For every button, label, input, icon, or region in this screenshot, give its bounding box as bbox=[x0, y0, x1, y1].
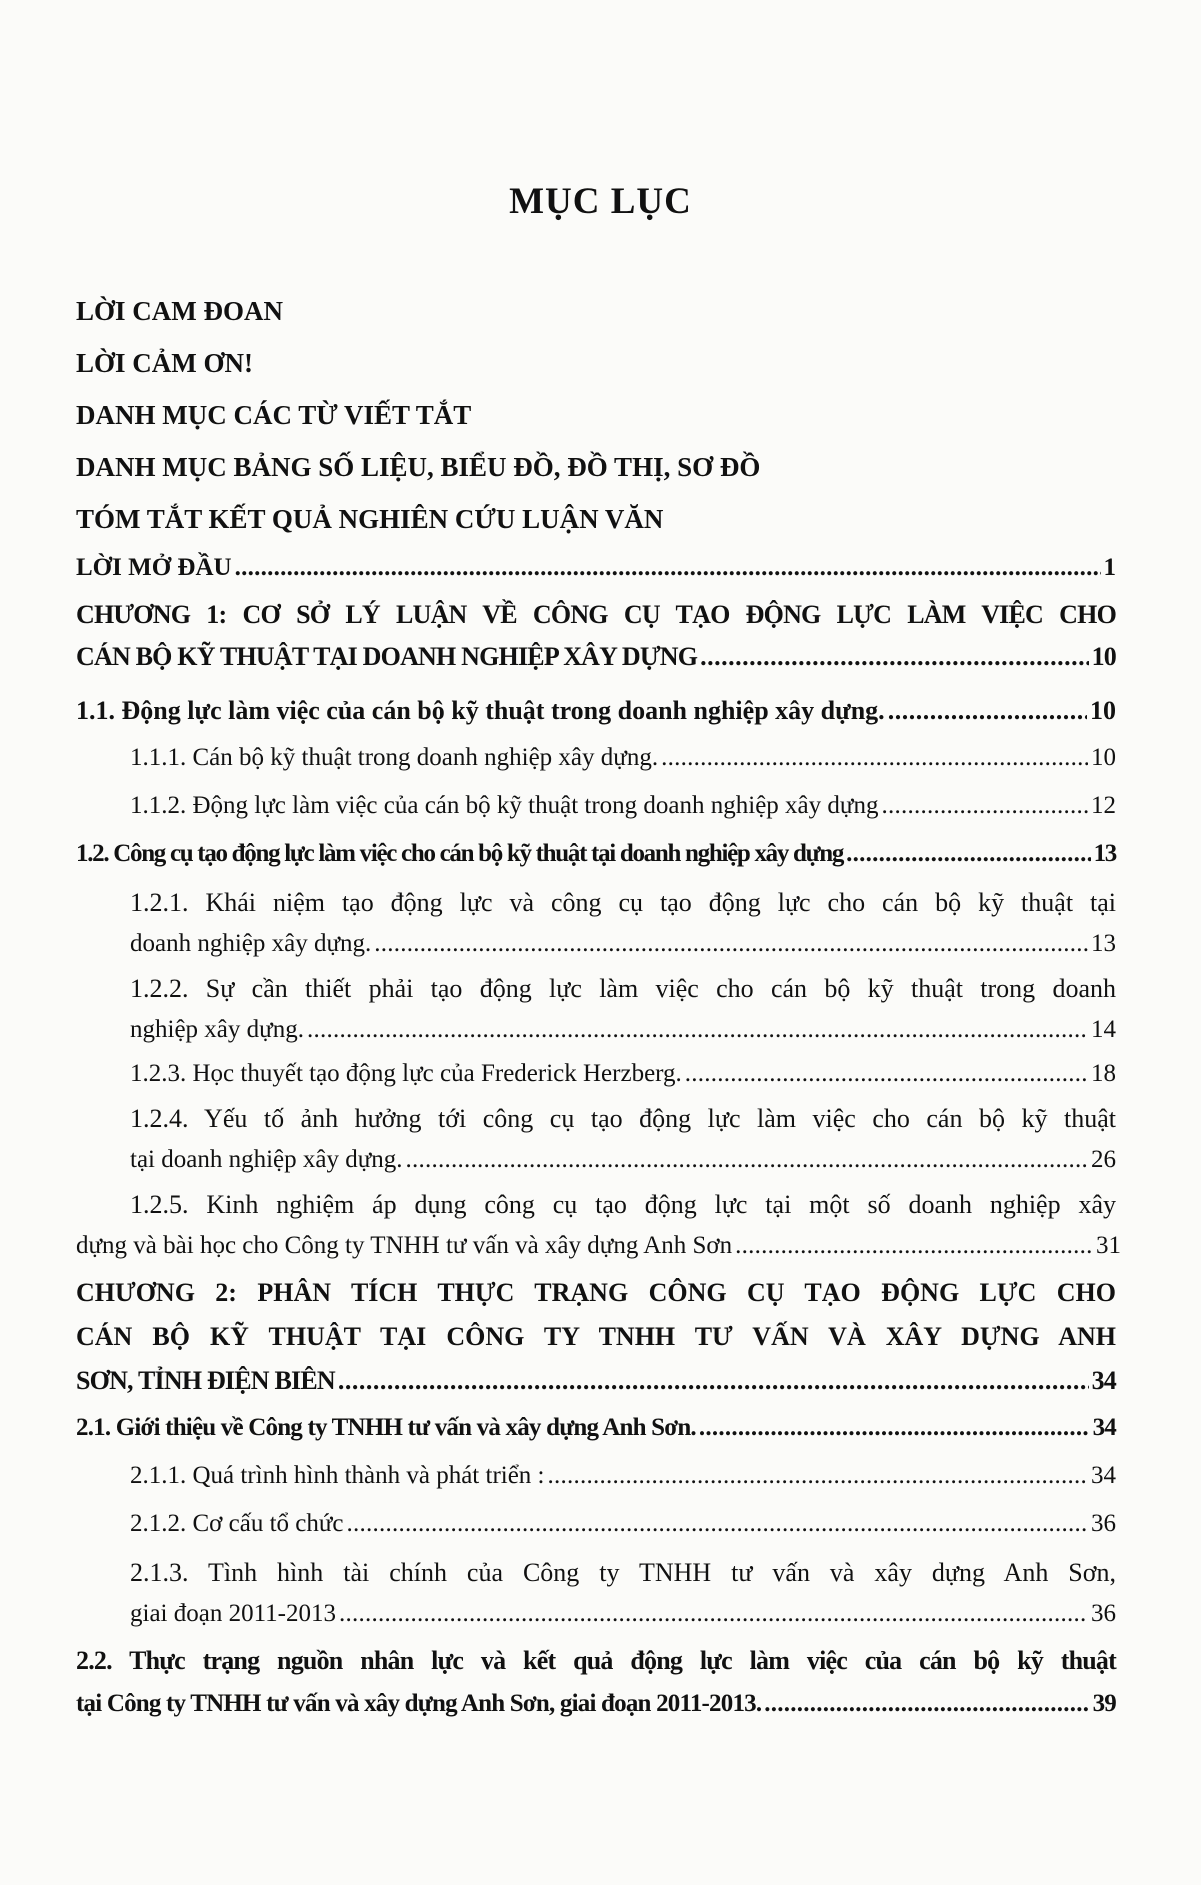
toc-page-number: 39 bbox=[1092, 1690, 1116, 1717]
dot-leader bbox=[764, 1690, 1089, 1718]
front-matter-item: DANH MỤC BẢNG SỐ LIỆU, BIỂU ĐỒ, ĐỒ THỊ, SƠ ĐỒ bbox=[76, 452, 761, 482]
dot-leader bbox=[661, 744, 1088, 772]
toc-entry-label: 1.1.2. Động lực làm việc của cán bộ kỹ thuật trong doanh nghiệp xây dựng bbox=[130, 792, 879, 819]
toc-entry-label: tại Công ty TNHH tư vấn và xây dựng Anh Sơn, giai đoạn 2011-2013. bbox=[76, 1690, 762, 1717]
toc-page-number: 13 bbox=[1091, 930, 1116, 957]
toc-entry-label: 2.1.1. Quá trình hình thành và phát triển : bbox=[130, 1462, 545, 1489]
toc-entry-1-2[interactable] bbox=[76, 840, 1116, 868]
toc-entry-label: CÁN BỘ KỸ THUẬT TẠI DOANH NGHIỆP XÂY DỰNG bbox=[76, 642, 698, 671]
dot-leader bbox=[347, 1510, 1088, 1538]
toc-entry-2-2-line1[interactable]: 2.2. Thực trạng nguồn nhân lực và kết quả động lực làm việc của cán bộ kỹ thuật bbox=[76, 1646, 1116, 1675]
toc-entry-2-1[interactable] bbox=[76, 1414, 1116, 1442]
toc-entry-label: LỜI MỞ ĐẦU bbox=[76, 554, 232, 581]
toc-page-number: 14 bbox=[1091, 1016, 1116, 1043]
toc-entry-2-1-1[interactable] bbox=[130, 1462, 1116, 1490]
toc-entry-chapter1[interactable] bbox=[76, 642, 1116, 672]
toc-page-number: 10 bbox=[1091, 642, 1116, 671]
toc-entry-1-2-5-line1[interactable]: 1.2.5. Kinh nghiệm áp dụng công cụ tạo động lực tại một số doanh nghiệp xây bbox=[130, 1190, 1116, 1219]
chapter1-title-line1[interactable]: CHƯƠNG 1: CƠ SỞ LÝ LUẬN VỀ CÔNG CỤ TẠO ĐỘNG LỰC LÀM VIỆC CHO bbox=[76, 600, 1116, 629]
dot-leader bbox=[846, 840, 1090, 868]
toc-entry-label: doanh nghiệp xây dựng. bbox=[130, 930, 372, 957]
toc-entry-label: 1.2.3. Học thuyết tạo động lực của Frederick Herzberg. bbox=[130, 1060, 682, 1087]
chapter2-title-line1[interactable]: CHƯƠNG 2: PHÂN TÍCH THỰC TRẠNG CÔNG CỤ TẠO ĐỘNG LỰC CHO bbox=[76, 1278, 1116, 1307]
toc-entry-label: giai đoạn 2011-2013 bbox=[130, 1600, 336, 1627]
toc-entry-label: dựng và bài học cho Công ty TNHH tư vấn và xây dựng Anh Sơn bbox=[76, 1232, 733, 1259]
toc-entry-1-2-1-line1[interactable]: 1.2.1. Khái niệm tạo động lực và công cụ tạo động lực cho cán bộ kỹ thuật tại bbox=[130, 888, 1116, 917]
toc-entry-1-2-3[interactable] bbox=[130, 1060, 1116, 1088]
toc-page-number: 26 bbox=[1091, 1146, 1116, 1173]
dot-leader bbox=[307, 1016, 1088, 1044]
dot-leader bbox=[339, 1600, 1088, 1628]
dot-leader bbox=[374, 930, 1088, 958]
toc-entry-1-2-1[interactable] bbox=[130, 930, 1116, 958]
front-matter-item: LỜI CẢM ƠN! bbox=[76, 348, 253, 378]
toc-entry-1-1-1[interactable] bbox=[130, 744, 1116, 772]
dot-leader bbox=[700, 642, 1088, 672]
dot-leader bbox=[888, 696, 1087, 726]
toc-page-number: 34 bbox=[1091, 1462, 1116, 1489]
toc-entry-1-2-4-line1[interactable]: 1.2.4. Yếu tố ảnh hưởng tới công cụ tạo động lực làm việc cho cán bộ kỹ thuật bbox=[130, 1104, 1116, 1133]
toc-entry-2-1-3[interactable] bbox=[130, 1600, 1116, 1628]
dot-leader bbox=[338, 1366, 1089, 1396]
toc-entry-2-1-3-line1[interactable]: 2.1.3. Tình hình tài chính của Công ty TNHH tư vấn và xây dựng Anh Sơn, bbox=[130, 1558, 1116, 1587]
chapter2-title-line2[interactable]: CÁN BỘ KỸ THUẬT TẠI CÔNG TY TNHH TƯ VẤN VÀ XÂY DỰNG ANH bbox=[76, 1322, 1116, 1351]
page-title: MỤC LỤC bbox=[509, 181, 692, 222]
toc-entry-intro[interactable] bbox=[76, 554, 1116, 582]
front-matter-item: LỜI CAM ĐOAN bbox=[76, 296, 283, 326]
toc-page-number: 18 bbox=[1091, 1060, 1116, 1087]
toc-page-number: 31 bbox=[1096, 1232, 1121, 1259]
toc-entry-label: nghiệp xây dựng. bbox=[130, 1016, 304, 1043]
toc-page-number: 34 bbox=[1092, 1414, 1116, 1441]
toc-entry-label: tại doanh nghiệp xây dựng. bbox=[130, 1146, 403, 1173]
toc-entry-1-1-2[interactable] bbox=[130, 792, 1116, 820]
toc-entry-1-2-4[interactable] bbox=[130, 1146, 1116, 1174]
dot-leader bbox=[406, 1146, 1088, 1174]
toc-entry-1-2-2-line1[interactable]: 1.2.2. Sự cần thiết phải tạo động lực làm việc cho cán bộ kỹ thuật trong doanh bbox=[130, 974, 1116, 1003]
dot-leader bbox=[881, 792, 1088, 820]
front-matter-item: TÓM TẮT KẾT QUẢ NGHIÊN CỨU LUẬN VĂN bbox=[76, 504, 664, 534]
toc-entry-label: SƠN, TỈNH ĐIỆN BIÊN bbox=[76, 1366, 335, 1395]
dot-leader bbox=[735, 1232, 1093, 1260]
toc-entry-label: 1.1.1. Cán bộ kỹ thuật trong doanh nghiệp xây dựng. bbox=[130, 744, 659, 771]
toc-page-number: 10 bbox=[1091, 744, 1116, 771]
toc-entry-1-1[interactable] bbox=[76, 696, 1116, 726]
toc-page-number: 13 bbox=[1093, 840, 1116, 867]
dot-leader bbox=[235, 554, 1101, 582]
toc-page-number: 1 bbox=[1103, 554, 1116, 581]
toc-entry-label: 1.2. Công cụ tạo động lực làm việc cho cán bộ kỹ thuật tại doanh nghiệp xây dựng bbox=[76, 840, 844, 867]
toc-entry-label: 2.1.2. Cơ cấu tổ chức bbox=[130, 1510, 344, 1537]
toc-page-number: 10 bbox=[1090, 696, 1116, 725]
toc-page-number: 34 bbox=[1091, 1366, 1116, 1395]
toc-entry-1-2-5[interactable] bbox=[76, 1232, 1121, 1260]
front-matter-item: DANH MỤC CÁC TỪ VIẾT TẮT bbox=[76, 400, 472, 430]
toc-page-number: 12 bbox=[1091, 792, 1116, 819]
toc-page-number: 36 bbox=[1091, 1600, 1116, 1627]
toc-page-number: 36 bbox=[1091, 1510, 1116, 1537]
toc-entry-1-2-2[interactable] bbox=[130, 1016, 1116, 1044]
toc-entry-2-1-2[interactable] bbox=[130, 1510, 1116, 1538]
dot-leader bbox=[685, 1060, 1088, 1088]
toc-entry-label: 1.1. Động lực làm việc của cán bộ kỹ thuật trong doanh nghiệp xây dựng. bbox=[76, 696, 885, 725]
toc-entry-2-2[interactable] bbox=[76, 1690, 1116, 1718]
toc-entry-label: 2.1. Giới thiệu về Công ty TNHH tư vấn và xây dựng Anh Sơn. bbox=[76, 1414, 696, 1441]
dot-leader bbox=[548, 1462, 1088, 1490]
dot-leader bbox=[699, 1414, 1090, 1442]
toc-entry-chapter2[interactable] bbox=[76, 1366, 1116, 1396]
